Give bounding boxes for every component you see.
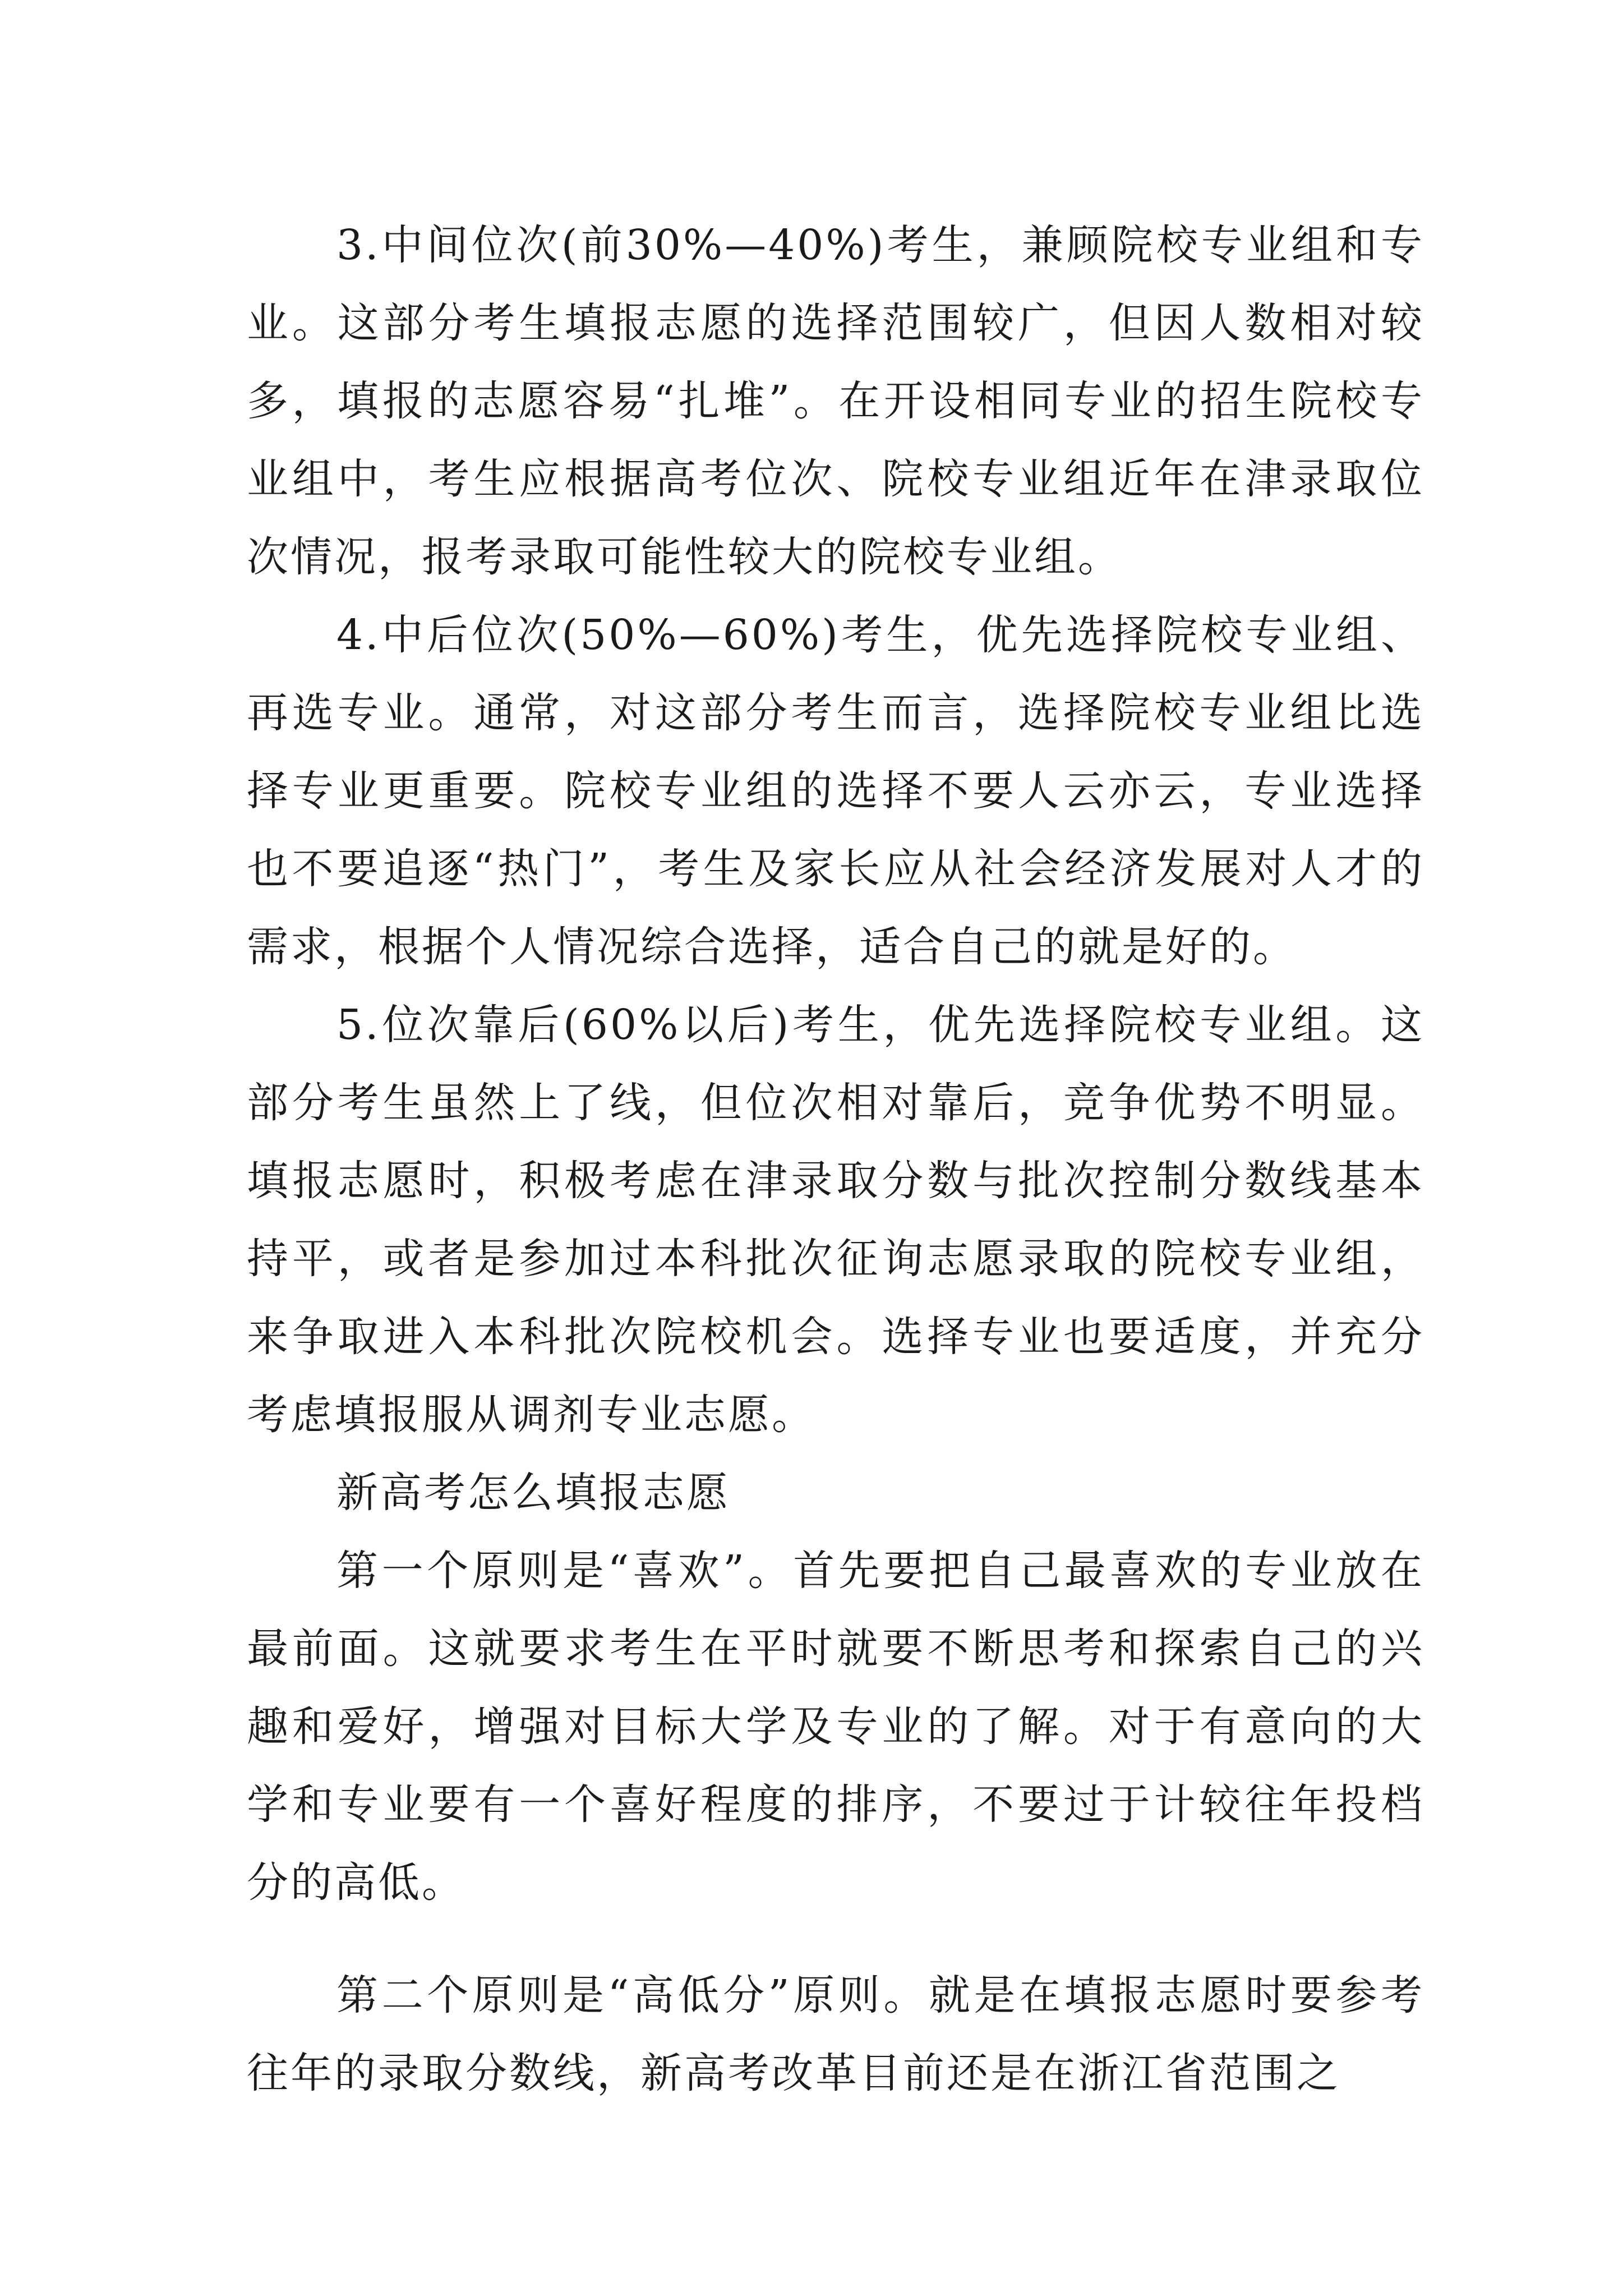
paragraph-lower-rank: 5.位次靠后(60%以后)考生，优先选择院校专业组。这部分考生虽然上了线，但位次相对靠后，竞争优势不明显。填报志愿时，积极考虑在津录取分数与批次控制分数线基本持平，或者是参加过本科批次征询志愿录取的院校专业组，来争取进入本科批次院校机会。选择专业也要适度，并充分考虑填报服从调剂专业志愿。 xyxy=(247,1001,1424,1439)
document-body xyxy=(247,206,1424,2113)
paragraph-middle-rank: 3.中间位次(前30%—40%)考生，兼顾院校专业组和专业。这部分考生填报志愿的选择范围较广，但因人数相对较多，填报的志愿容易“扎堆”。在开设相同专业的招生院校专业组中，考生应根据高考位次、院校专业组近年在津录取位次情况，报考录取可能性较大的院校专业组。 xyxy=(247,221,1424,581)
paragraph-principle-two: 第二个原则是“高低分”原则。就是在填报志愿时要参考往年的录取分数线，新高考改革目前还是在浙江省范围之 xyxy=(247,1971,1424,2097)
paragraph-middle-lower-rank: 4.中后位次(50%—60%)考生，优先选择院校专业组、再选专业。通常，对这部分考生而言，选择院校专业组比选择专业更重要。院校专业组的选择不要人云亦云，专业选择也不要追逐“热门”，考生及家长应从社会经济发展对人才的需求，根据个人情况综合选择，适合自己的就是好的。 xyxy=(247,611,1424,971)
section-heading: 新高考怎么填报志愿 xyxy=(336,1469,730,1517)
paragraph-principle-one: 第一个原则是“喜欢”。首先要把自己最喜欢的专业放在最前面。这就要求考生在平时就要不断思考和探索自己的兴趣和爱好，增强对目标大学及专业的了解。对于有意向的大学和专业要有一个喜好程度的排序，不要过于计较往年投档分的高低。 xyxy=(247,1547,1424,1907)
